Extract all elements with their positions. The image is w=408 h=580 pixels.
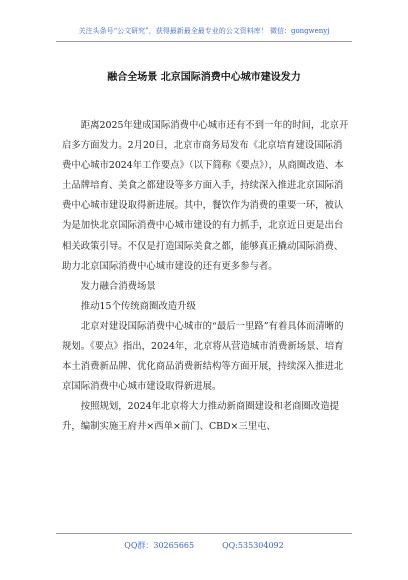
article-body [62, 116, 350, 438]
footer-qq-group: QQ群：30265665 [124, 541, 195, 550]
section-heading: 发力融合消费场景 [80, 280, 156, 292]
page-footer [0, 540, 408, 551]
paragraph-plan: 北京对建设国际消费中心城市的“最后一里路”有着具体而清晰的规划。《要点》指出，2024年，北京将从营造城市消费新场景、培育本土消费新品牌、优化商品消费新结构等方面开展，持续深入推进北京国际消费中心城市建设取得新进展。 [62, 320, 344, 393]
paragraph-intro: 距离2025年建成国际消费中心城市还有不到一年的时间，北京开启多方面发力。2月20日，北京市商务局发布《北京培育建设国际消费中心城市2024年工作要点》（以下简称《要点》），从商圈改造、本土品牌培育、美食之都建设等多方面入手，持续深入推进北京国际消费中心城市建设取得新进展。其中，餐饮作为消费的重要一环，被认为是加快北京国际消费中心城市建设的有力抓手，北京近日更是出台相关政策引导。不仅是打造国际美食之都，能够真正撬动国际消费、助力北京国际消费中心城市建设的还有更多参与者。 [62, 120, 349, 272]
article-title: 融合全场景 北京国际消费中心城市建设发力 [107, 72, 301, 83]
footer-divider [56, 533, 352, 534]
footer-qq-number: QQ:535304092 [222, 541, 284, 550]
section-subheading: 推动15个传统商圈改造升级 [80, 300, 196, 312]
header-divider [56, 41, 352, 42]
page-header: 关注头条号“公文研究”，获得最新最全最专业的公文资料库！ 微信：gongwenyj [78, 27, 330, 35]
paragraph-schedule: 按照规划，2024年北京将大力推动新商圈建设和老商圈改造提升，编制实施王府井×西单×前门、CBD×三里屯、 [62, 401, 340, 433]
